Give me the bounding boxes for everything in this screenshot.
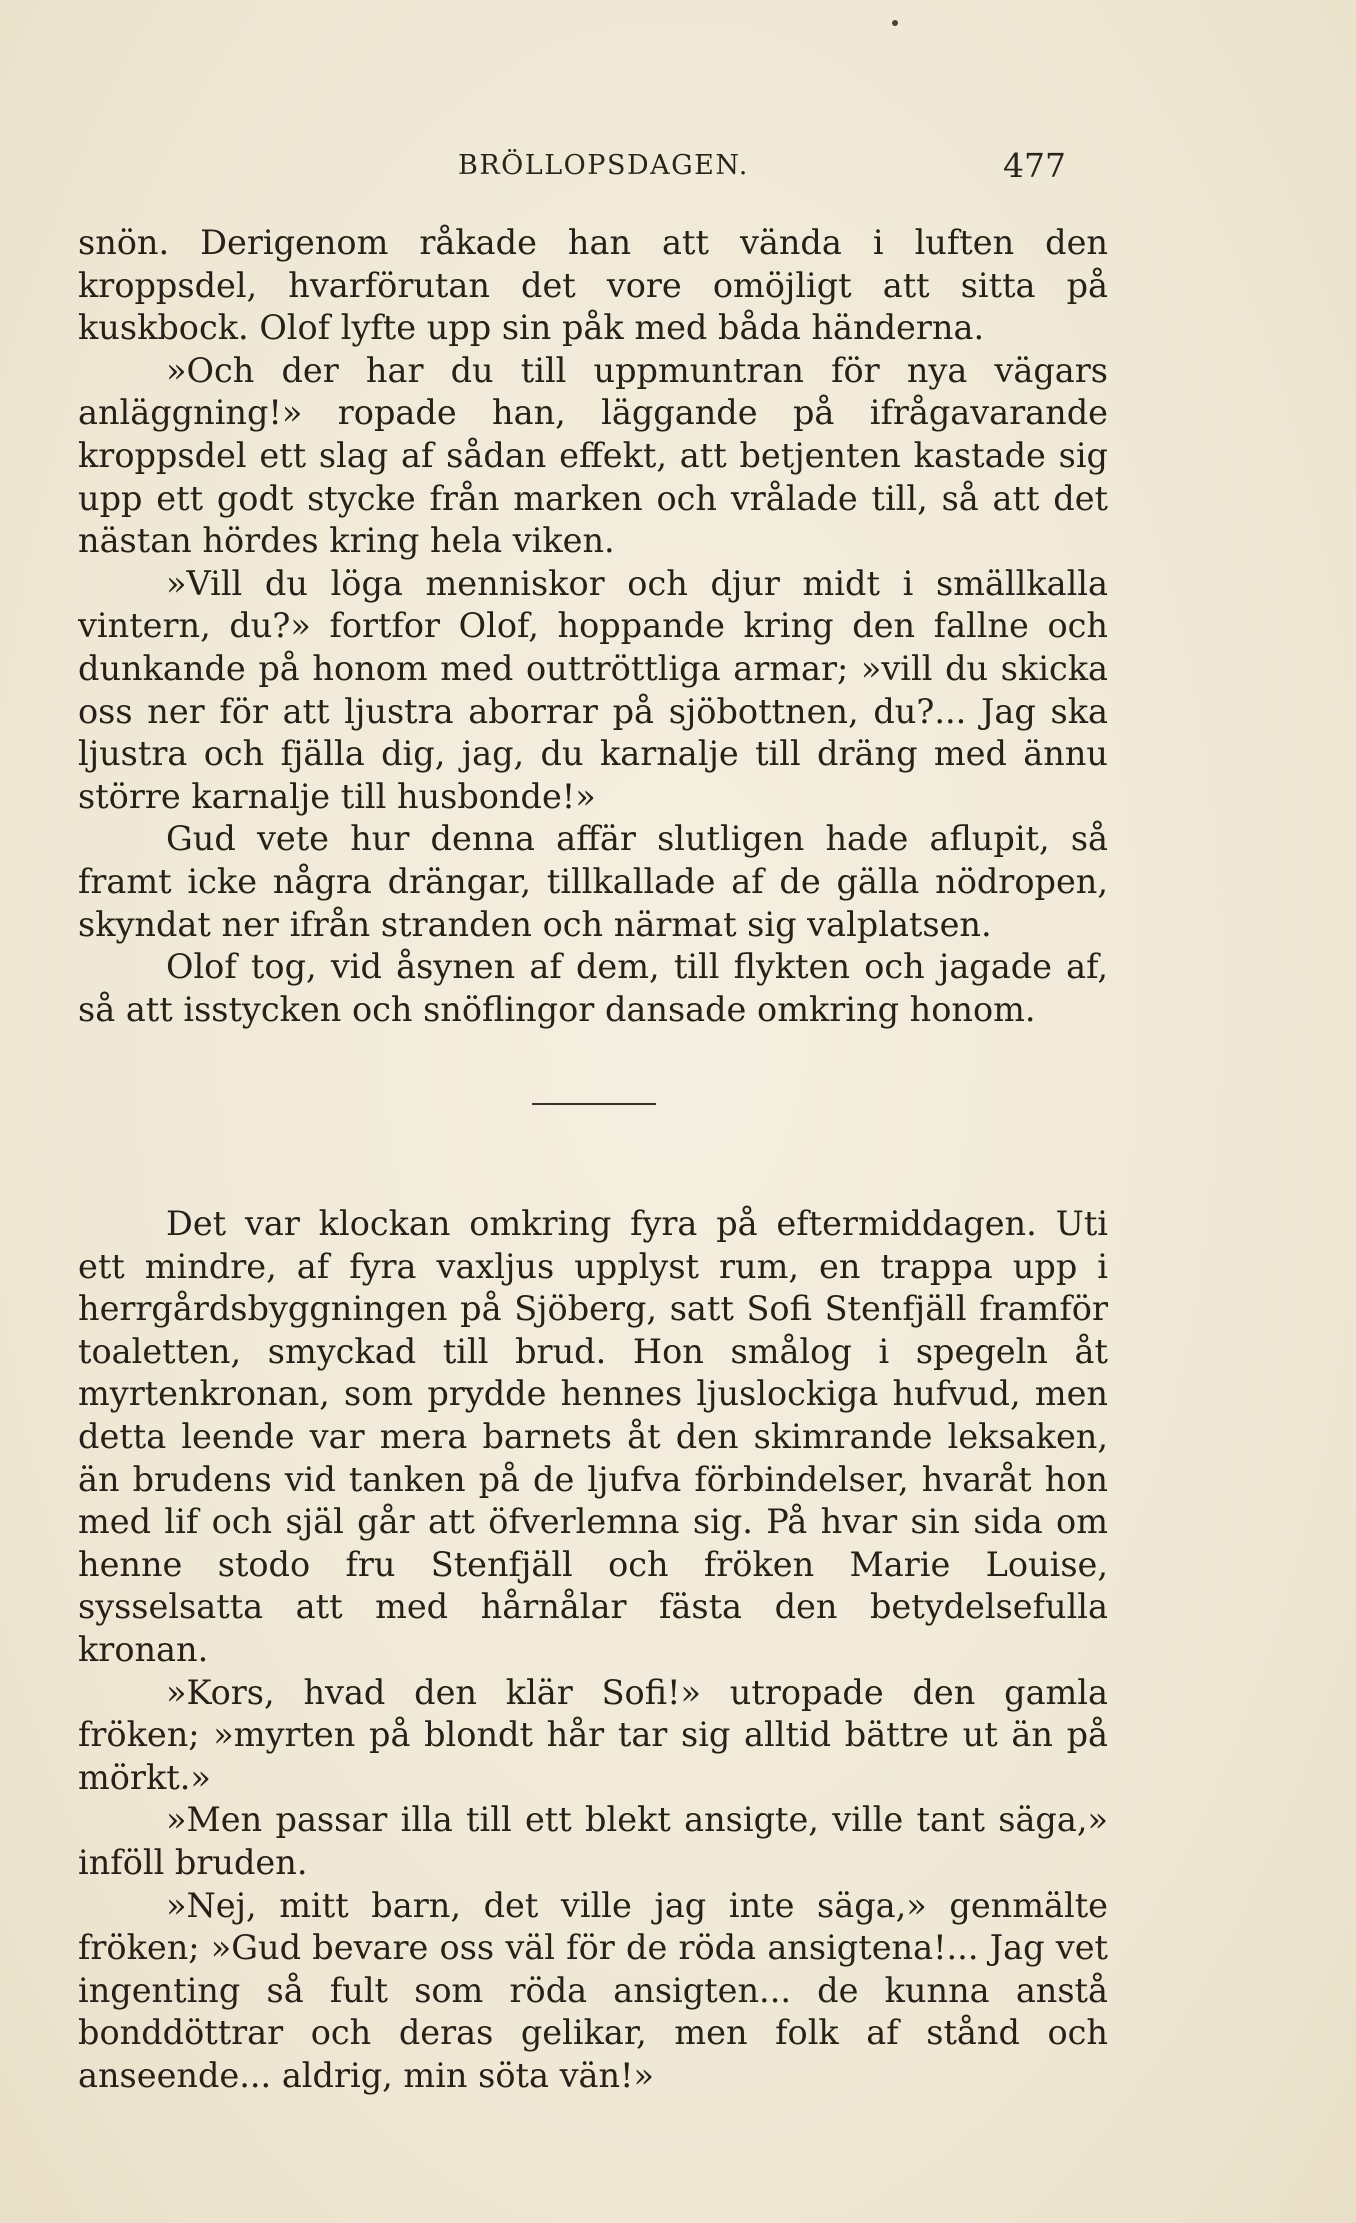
section-two-text [78, 1203, 1108, 2097]
paragraph: »Men passar illa till ett blekt ansigte, ville tant säga,» inföll bruden. [78, 1800, 1108, 1882]
paragraph: »Vill du löga menniskor och djur midt i smällkalla vintern, du?» fortfor Olof, hoppande kring den fallne och dunkande på honom med outtröttliga armar; »vill du skicka oss ner för att ljustra aborrar på sjöbottnen, du?... Jag ska ljustra och fjälla dig, jag, du karnalje till dräng med ännu större karnalje till husbonde!» [78, 563, 1108, 816]
running-head: BRÖLLOPSDAGEN. [458, 150, 749, 181]
section-divider [532, 1103, 656, 1105]
paragraph: Det var klockan omkring fyra på eftermiddagen. Uti ett mindre, af fyra vaxljus upplyst rum, en trappa upp i herrgårdsbyggningen på Sjöberg, satt Sofi Stenfjäll framför toaletten, smyckad till brud. Hon smålog i spegeln åt myrtenkronan, som prydde hennes ljuslockiga hufvud, men detta leende var mera barnets åt den skimrande leksaken, än brudens vid tanken på de ljufva förbindelser, hvaråt hon med lif och själ går att öfverlemna sig. På hvar sin sida om henne stodo fru Stenfjäll och fröken Marie Louise, sysselsatta att med hårnålar fästa den betydelsefulla kronan. [78, 1204, 1108, 1669]
page-number: 477 [1003, 146, 1066, 185]
paragraph: Gud vete hur denna affär slutligen hade aflupit, så framt icke några drängar, tillkallade af de gälla nödropen, skyndat ner ifrån stranden och närmat sig valplatsen. [78, 819, 1108, 944]
print-speck [892, 20, 898, 26]
paragraph: snön. Derigenom råkade han att vända i luften den kroppsdel, hvarförutan det vore omöjligt att sitta på kuskbock. Olof lyfte upp sin påk med båda händerna. [78, 223, 1108, 348]
paragraph: Olof tog, vid åsynen af dem, till flykten och jagade af, så att isstycken och snöflingor dansade omkring honom. [78, 947, 1108, 1029]
paragraph: »Kors, hvad den klär Sofi!» utropade den gamla fröken; »myrten på blondt hår tar sig alltid bättre ut än på mörkt.» [78, 1672, 1108, 1797]
paragraph: »Nej, mitt barn, det ville jag inte säga,» genmälte fröken; »Gud bevare oss väl för de röda ansigtena!... Jag vet ingenting så fult som röda ansigten... de kunna anstå bonddöttrar och deras gelikar, men folk af stånd och anseende... aldrig, min söta vän!» [78, 1885, 1108, 2095]
section-one-text [78, 222, 1108, 1031]
paragraph: »Och der har du till uppmuntran för nya vägars anläggning!» ropade han, läggande på ifrågavarande kroppsdel ett slag af sådan effekt, att betjenten kastade sig upp ett godt stycke från marken och vrålade till, så att det nästan hördes kring hela viken. [78, 350, 1108, 561]
